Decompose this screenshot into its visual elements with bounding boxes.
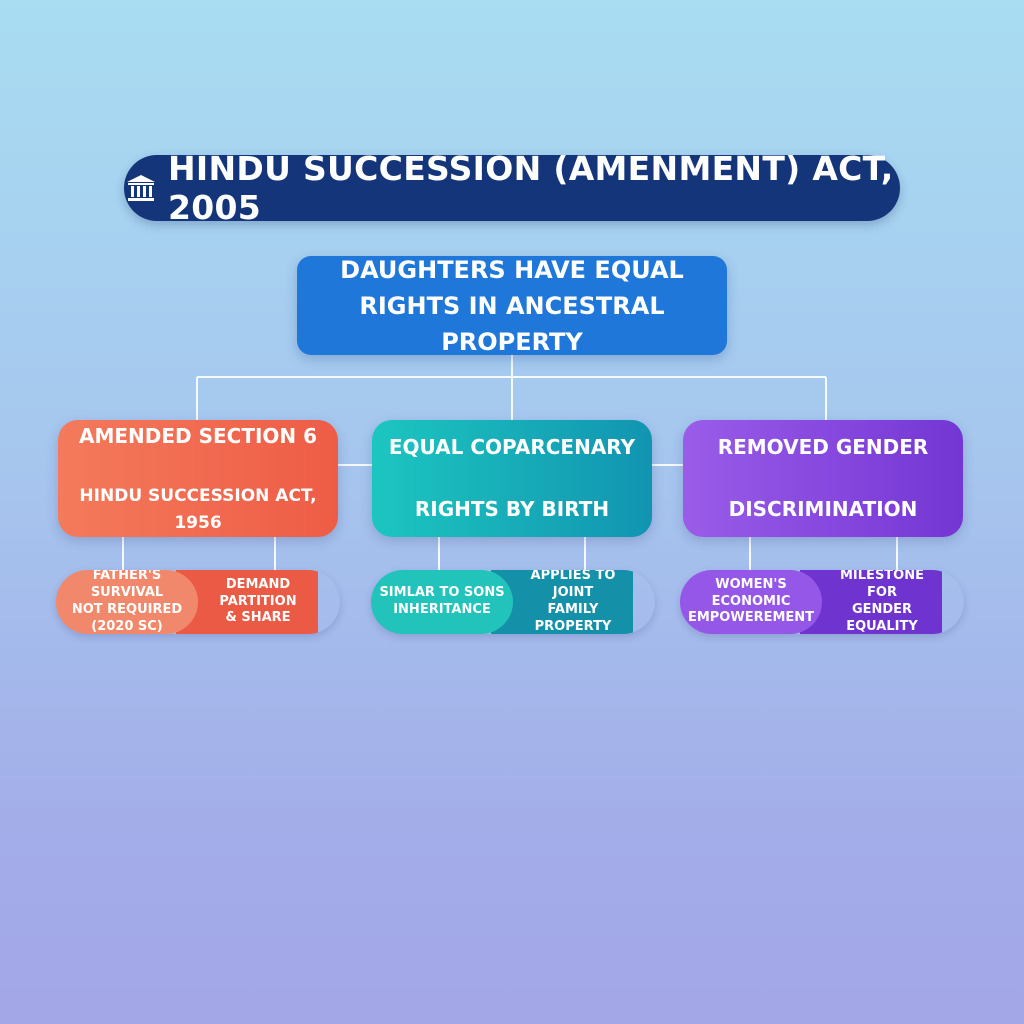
branch-node-gender-discrimination (683, 420, 963, 537)
branch-node-title: EQUAL COPARCENARY (388, 435, 636, 459)
page-title: HINDU SUCCESSION (AMENMENT) ACT, 2005 (168, 149, 894, 227)
branch-node-coparcenary (372, 420, 652, 537)
leaf-pill-gender-discrimination (680, 570, 964, 634)
title-banner (124, 149, 900, 227)
branch-node-subtitle: HINDU SUCCESSION ACT, 1956 (79, 486, 317, 533)
branch-node-title: REMOVED GENDER (717, 435, 929, 459)
root-node (297, 256, 727, 355)
leaf-pill-section-6 (56, 570, 340, 634)
branch-node-title: AMENDED SECTION 6 (78, 424, 318, 449)
leaf-item: WOMEN'S ECONOMIC EMPOWEREMENT (680, 570, 822, 634)
leaf-item: FATHER'S SURVIVAL NOT REQUIRED (2020 SC) (56, 570, 198, 634)
branch-node-subtitle: DISCRIMINATION (728, 497, 918, 521)
branch-node-subtitle: RIGHTS BY BIRTH (414, 497, 610, 521)
leaf-item: DEMAND PARTITION & SHARE (176, 570, 318, 634)
leaf-item: SIMLAR TO SONS INHERITANCE (371, 570, 513, 634)
root-node-label: DAUGHTERS HAVE EQUAL RIGHTS IN ANCESTRAL PROPERTY (340, 255, 684, 356)
leaf-pill-coparcenary (371, 570, 655, 634)
leaf-item: MILESTONE FOR GENDER EQUALITY (800, 570, 942, 634)
branch-node-section-6 (58, 420, 338, 537)
institution-building-icon (124, 171, 158, 205)
leaf-item: APPLIES TO JOINT FAMILY PROPERTY (491, 570, 633, 634)
